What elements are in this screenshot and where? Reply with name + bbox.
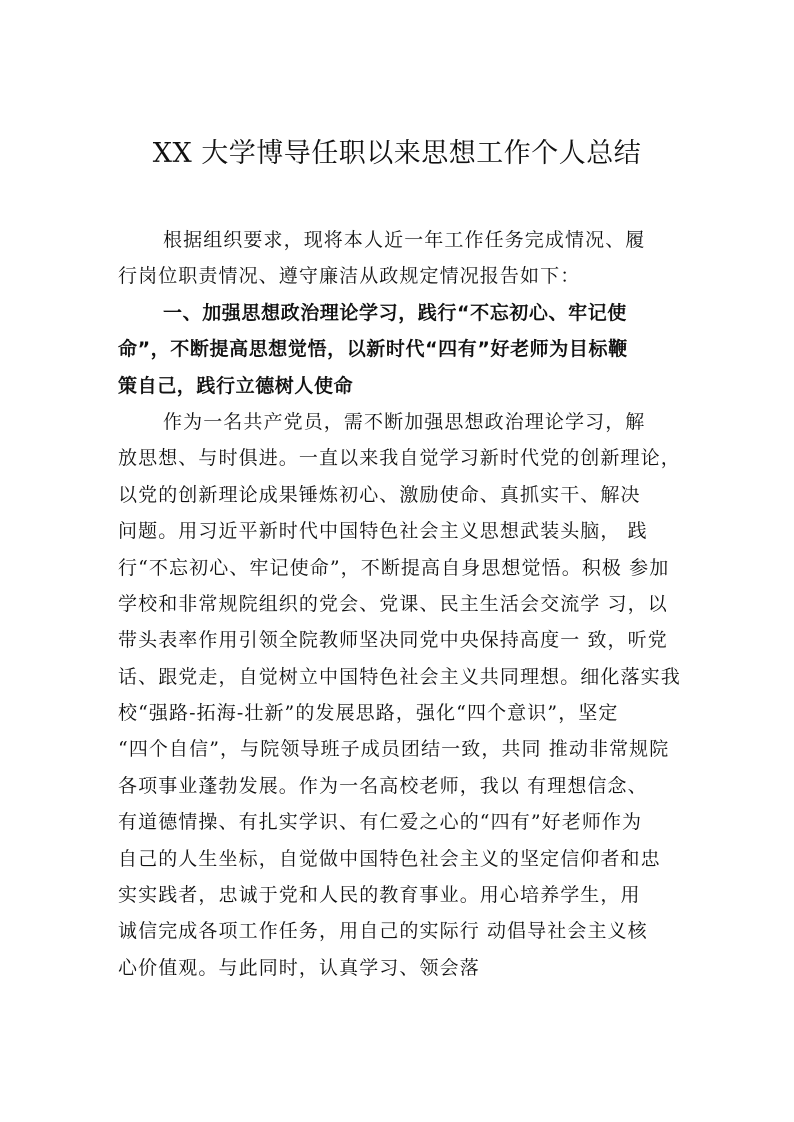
paragraph-line: 诚信完成各项工作任务，用自己的实际行 动倡导社会主义核 (118, 920, 648, 943)
paragraph-line: 作为一名共产党员，需不断加强思想政治理论学习，解 (163, 410, 646, 433)
paragraph-line: 心价值观。与此同时，认真学习、领会落 (118, 956, 480, 979)
paragraph-line: 问题。用习近平新时代中国特色社会主义思想武装头脑， 践 (118, 520, 648, 543)
section-heading-line: 命”，不断提高思想觉悟，以新时代“四有”好老师为目标鞭 (118, 338, 628, 361)
paragraph-line: 校“强路-拓海-壮新”的发展思路，强化“四个意识”，坚定 (118, 702, 619, 725)
paragraph-line: 有道德情操、有扎实学识、有仁爱之心的“四有”好老师作为 (118, 811, 643, 834)
paragraph-line: 以党的创新理论成果锤炼初心、激励使命、真抓实干、解决 (118, 483, 641, 506)
paragraph-line: 带头表率作用引领全院教师坚决同党中央保持高度一 致，听党 (118, 629, 668, 652)
paragraph-line: 各项事业蓬勃发展。作为一名高校老师，我以 有理想信念、 (118, 774, 648, 797)
paragraph-line: 学校和非常规院组织的党会、党课、民主生活会交流学 习，以 (118, 592, 668, 615)
paragraph-line: 自己的人生坐标，自觉做中国特色社会主义的坚定信仰者和忠 (118, 847, 661, 870)
document-body (118, 222, 703, 986)
paragraph-line: 行“不忘初心、牢记使命”，不断提高自身思想觉悟。积极 参加 (118, 556, 670, 579)
paragraph-line: 根据组织要求，现将本人近一年工作任务完成情况、履 (163, 229, 646, 251)
paragraph-line: “四个自信”，与院领导班子成员团结一致，共同 推动非常规院 (118, 738, 670, 761)
paragraph-line: 实实践者，忠诚于党和人民的教育事业。用心培养学生，用 (118, 884, 641, 907)
paragraph-line: 话、跟党走，自觉树立中国特色社会主义共同理想。细化落实我 (118, 665, 681, 688)
document-title: XX 大学博导任职以来思想工作个人总结 (152, 138, 642, 169)
section-heading-line: 策自己，践行立德树人使命 (118, 374, 354, 397)
paragraph-line: 行岗位职责情况、遵守廉洁从政规定情况报告如下： (118, 265, 581, 288)
section-heading-line: 一、加强思想政治理论学习，践行“不忘初心、牢记使 (163, 301, 627, 324)
paragraph-line: 放思想、与时俱进。一直以来我自觉学习新时代党的创新理论， (118, 447, 681, 470)
